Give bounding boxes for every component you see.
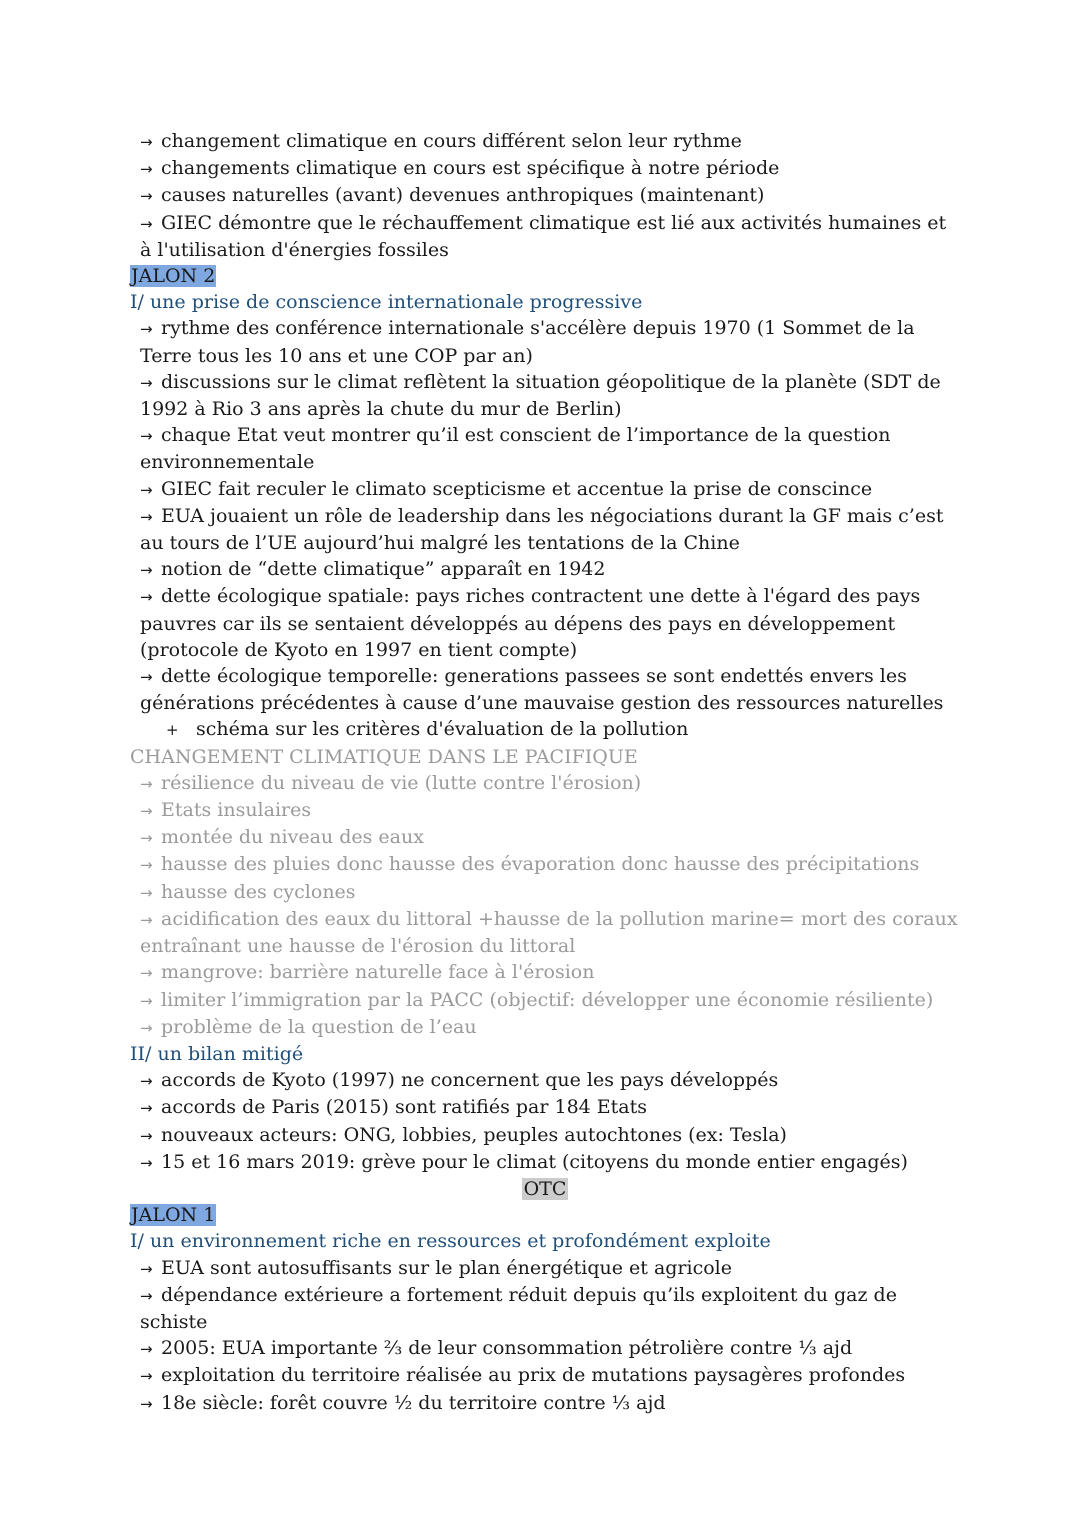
list-item: → notion de “dette climatique” apparaît en 1942	[130, 556, 960, 583]
list-item: → dette écologique temporelle: generations passees se sont endettés envers les générations précédentes à cause d’une mauvaise gestion des ressources naturelles	[140, 665, 944, 715]
arrow-icon: →	[140, 991, 153, 1010]
arrow-icon: →	[140, 427, 153, 446]
list-item: → 18e siècle: forêt couvre ½ du territoire contre ⅓ ajd	[130, 1390, 960, 1417]
otc-heading: OTC	[523, 1177, 567, 1200]
list-item: + schéma sur les critères d'évaluation de la pollution	[130, 716, 960, 743]
jalon2-section1-title: I/ une prise de conscience internationale progressive	[130, 291, 643, 314]
arrow-icon: →	[140, 1340, 153, 1359]
arrow-icon: →	[140, 1367, 153, 1386]
list-item: → changements climatique en cours est spécifique à notre période	[130, 155, 960, 182]
arrow-icon: →	[140, 829, 153, 848]
list-item: → problème de la question de l’eau	[130, 1014, 960, 1041]
arrow-icon: →	[140, 856, 153, 875]
list-item: → hausse des pluies donc hausse des évaporation donc hausse des précipitations	[130, 851, 960, 878]
arrow-icon: →	[140, 774, 153, 793]
arrow-icon: →	[140, 964, 153, 983]
otc-heading-line	[130, 1176, 960, 1202]
arrow-icon: →	[140, 373, 153, 392]
arrow-icon: →	[140, 1126, 153, 1145]
arrow-icon: →	[140, 1394, 153, 1413]
arrow-icon: →	[140, 1018, 153, 1037]
arrow-icon: →	[140, 668, 153, 687]
list-item: → résilience du niveau de vie (lutte contre l'érosion)	[130, 770, 960, 797]
jalon1-section1-list	[130, 1255, 960, 1417]
intro-list	[130, 128, 960, 263]
list-item: → causes naturelles (avant) devenues anthropiques (maintenant)	[130, 182, 960, 209]
document-page	[130, 128, 960, 1417]
arrow-icon: →	[140, 507, 153, 526]
list-item: → chaque Etat veut montrer qu’il est conscient de l’importance de la question environnementale	[140, 424, 891, 474]
jalon2-section1-list	[130, 315, 960, 743]
list-item: → 2005: EUA importante ⅔ de leur consommation pétrolière contre ⅓ ajd	[130, 1335, 960, 1362]
list-item: → limiter l’immigration par la PACC (objectif: développer une économie résiliente)	[130, 987, 960, 1014]
list-item: → rythme des conférence internationale s'accélère depuis 1970 (1 Sommet de la Terre tous les 10 ans et une COP par an)	[140, 317, 915, 367]
arrow-icon: →	[140, 214, 153, 233]
arrow-icon: →	[140, 1072, 153, 1091]
list-item: → dépendance extérieure a fortement réduit depuis qu’ils exploitent du gaz de schiste	[140, 1283, 897, 1333]
arrow-icon: →	[140, 320, 153, 339]
list-item: → EUA sont autosuffisants sur le plan énergétique et agricole	[130, 1255, 960, 1282]
list-item: → EUA jouaient un rôle de leadership dans les négociations durant la GF mais c’est au tours de l’UE aujourd’hui malgré les tentations de la Chine	[140, 504, 944, 555]
arrow-icon: →	[140, 910, 153, 929]
list-item: → accords de Paris (2015) sont ratifiés par 184 Etats	[130, 1094, 960, 1121]
list-item: → nouveaux acteurs: ONG, lobbies, peuples autochtones (ex: Tesla)	[130, 1122, 960, 1149]
arrow-icon: →	[140, 133, 153, 151]
list-item: → 15 et 16 mars 2019: grève pour le climat (citoyens du monde entier engagés)	[130, 1149, 960, 1176]
jalon1-section1-title: I/ un environnement riche en ressources et profondément exploite	[130, 1230, 771, 1253]
list-item: → discussions sur le climat reflètent la situation géopolitique de la planète (SDT de 1992 à Rio 3 ans après la chute du mur de Berlin)	[140, 370, 941, 421]
plus-icon: +	[166, 721, 179, 740]
jalon2-label: JALON 2	[131, 265, 216, 288]
list-item: → accords de Kyoto (1997) ne concernent que les pays développés	[130, 1067, 960, 1094]
arrow-icon: →	[140, 160, 153, 179]
list-item: → mangrove: barrière naturelle face à l'érosion	[130, 959, 960, 986]
arrow-icon: →	[140, 1259, 153, 1278]
arrow-icon: →	[140, 883, 153, 902]
arrow-icon: →	[140, 1286, 153, 1305]
list-item: → dette écologique spatiale: pays riches contractent une dette à l'égard des pays pauvres car ils se sentaient développés au dépens des pays en développement (protocole de Kyoto en 1997 en tient compte)	[140, 585, 921, 661]
list-item: → GIEC fait reculer le climato scepticisme et accentue la prise de conscince	[130, 476, 960, 503]
arrow-icon: →	[140, 187, 153, 206]
arrow-icon: →	[140, 561, 153, 580]
jalon2-section2-list	[130, 1067, 960, 1176]
list-item: → hausse des cyclones	[130, 879, 960, 906]
arrow-icon: →	[140, 480, 153, 499]
list-item: → acidification des eaux du littoral +hausse de la pollution marine= mort des coraux entraînant une hausse de l'érosion du littoral	[140, 907, 958, 958]
jalon1-label-line	[130, 1202, 960, 1228]
pacific-block	[130, 744, 960, 1041]
pacific-title: CHANGEMENT CLIMATIQUE DANS LE PACIFIQUE	[130, 745, 638, 768]
list-item: → GIEC démontre que le réchauffement climatique est lié aux activités humaines et à l'utilisation d'énergies fossiles	[140, 211, 947, 261]
jalon2-section2-title: II/ un bilan mitigé	[130, 1042, 304, 1065]
arrow-icon: →	[140, 1099, 153, 1118]
list-item: → changement climatique en cours différent selon leur rythme	[130, 128, 960, 155]
jalon1-label: JALON 1	[131, 1204, 216, 1227]
list-item: → exploitation du territoire réalisée au prix de mutations paysagères profondes	[130, 1362, 960, 1389]
arrow-icon: →	[140, 1153, 153, 1172]
arrow-icon: →	[140, 802, 153, 821]
arrow-icon: →	[140, 588, 153, 607]
list-item: → montée du niveau des eaux	[130, 824, 960, 851]
list-item: → Etats insulaires	[130, 797, 960, 824]
jalon2-label-line	[130, 263, 960, 289]
